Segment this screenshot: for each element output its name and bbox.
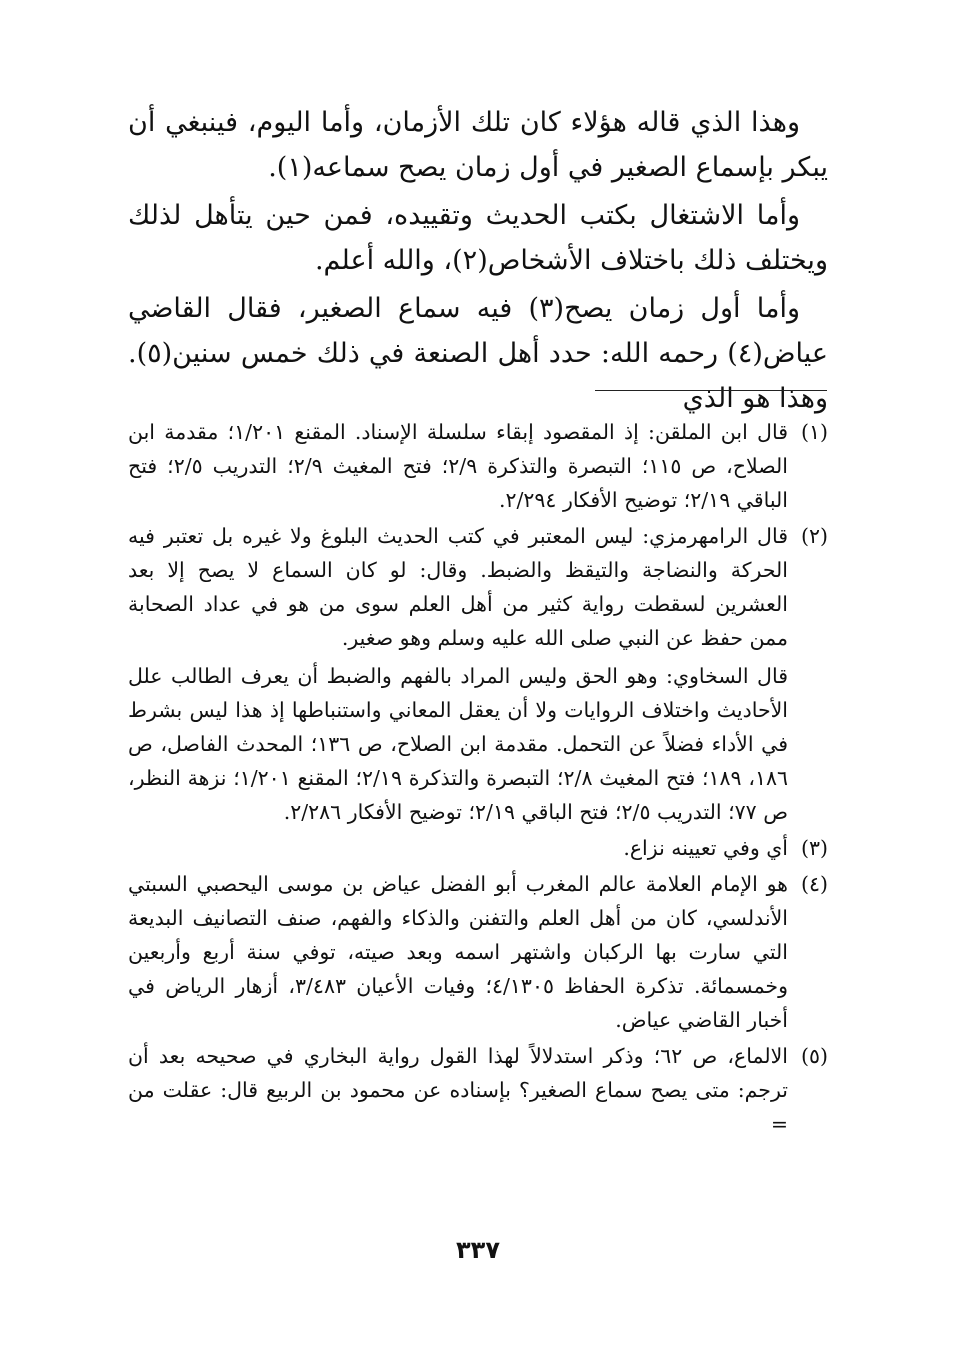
footnote-body bbox=[128, 867, 788, 1037]
footnote-number: (٥) bbox=[800, 1044, 828, 1068]
footnote-text: قال السخاوي: وهو الحق وليس المراد بالفهم والضبط أن يعرف الطالب علل الأحاديث واختلاف الروايات ولا أن يعقل المعاني واستنباطها إذ هذا ليس بشرط في الأداء فضلاً عن التحمل. مقدمة ابن الصلاح، ص ١٣٦؛ المحدث الفاصل، ص ١٨٦، ١٨٩؛ فتح المغيث ٢/٨؛ التبصرة والتذكرة ٢/١٩؛ المقنع ١/٢٠١؛ نزهة النظر، ص ٧٧؛ التدريب ٢/٥؛ فتح الباقي ٢/١٩؛ توضيح الأفكار ٢/٢٨٦. bbox=[128, 664, 788, 824]
footnote-body bbox=[128, 415, 788, 517]
footnote-number: (١) bbox=[800, 420, 828, 444]
main-paragraph: وهذا الذي قاله هؤلاء كان تلك الأزمان، وأما اليوم، فينبغي أن يبكر بإسماع الصغير في أول زمان يصح سماعه(١). bbox=[128, 107, 828, 183]
footnote bbox=[128, 867, 828, 1037]
footnote-text: هو الإمام العلامة عالم المغرب أبو الفضل عياض بن موسى اليحصبي السبتي الأندلسي، كان من أهل العلم والتفنن والذكاء والفهم، صنف التصانيف البديعة التي سارت بها الركبان واشتهر اسمه وبعد صيته، توفي سنة أربع وأربعين وخمسمائة. تذكرة الحفاظ ٤/١٣٠٥؛ وفيات الأعيان ٣/٤٨٣، أزهار الرياض في أخبار القاضي عياض. bbox=[128, 872, 788, 1032]
footnote-body bbox=[128, 519, 788, 829]
footnote-text: قال الرامهرمزي: ليس المعتبر في كتب الحديث البلوغ ولا غيره بل تعتبر فيه الحركة والنضاجة والتيقظ والضبط. وقال: لو كان السماع لا يصح إلا بعد العشرين لسقطت رواية كثير من أهل العلم سوى من هو في عداد الصحابة ممن حفظ عن النبي صلى الله عليه وسلم وهو صغير. bbox=[128, 524, 788, 650]
footnotes bbox=[128, 415, 828, 1143]
main-paragraph: وأما أول زمان يصح(٣) فيه سماع الصغير، فقال القاضي عياض(٤) رحمه الله: حدد أهل الصنعة في ذلك خمس سنين(٥). وهذا هو الذي bbox=[128, 293, 828, 414]
footnote bbox=[128, 831, 828, 865]
footnote-number: (٢) bbox=[800, 524, 828, 548]
main-text bbox=[128, 100, 828, 424]
footnote-text: الالماع، ص ٦٢؛ وذكر استدلالاً لهذا القول رواية البخاري في صحيحه بعد أن ترجم: متى يصح سماع الصغير؟ بإسناده عن محمود بن الربيع قال: عقلت من = bbox=[128, 1044, 788, 1136]
footnote-number: (٤) bbox=[800, 872, 828, 896]
footnote-text: قال ابن الملقن: إذ المقصود إبقاء سلسلة الإسناد. المقنع ١/٢٠١؛ مقدمة ابن الصلاح، ص ١١٥؛ التبصرة والتذكرة ٢/٩؛ فتح المغيث ٢/٩؛ التدريب ٢/٥؛ فتح الباقي ٢/١٩؛ توضيح الأفكار ٢/٢٩٤. bbox=[128, 420, 788, 512]
page-number: ٣٣٧ bbox=[456, 1236, 500, 1264]
footnote bbox=[128, 1039, 828, 1141]
footnote-text: أي وفي تعيينه نزاع. bbox=[623, 836, 788, 860]
main-paragraph: وأما الاشتغال بكتب الحديث وتقييده، فمن حين يتأهل لذلك ويختلف ذلك باختلاف الأشخاص(٢)، والله أعلم. bbox=[128, 200, 828, 276]
footnote bbox=[128, 519, 828, 829]
footnote-body bbox=[128, 1039, 788, 1141]
footnote bbox=[128, 415, 828, 517]
footnote-body bbox=[128, 831, 788, 865]
footnote-number: (٣) bbox=[800, 836, 828, 860]
footnote-separator bbox=[595, 390, 827, 391]
